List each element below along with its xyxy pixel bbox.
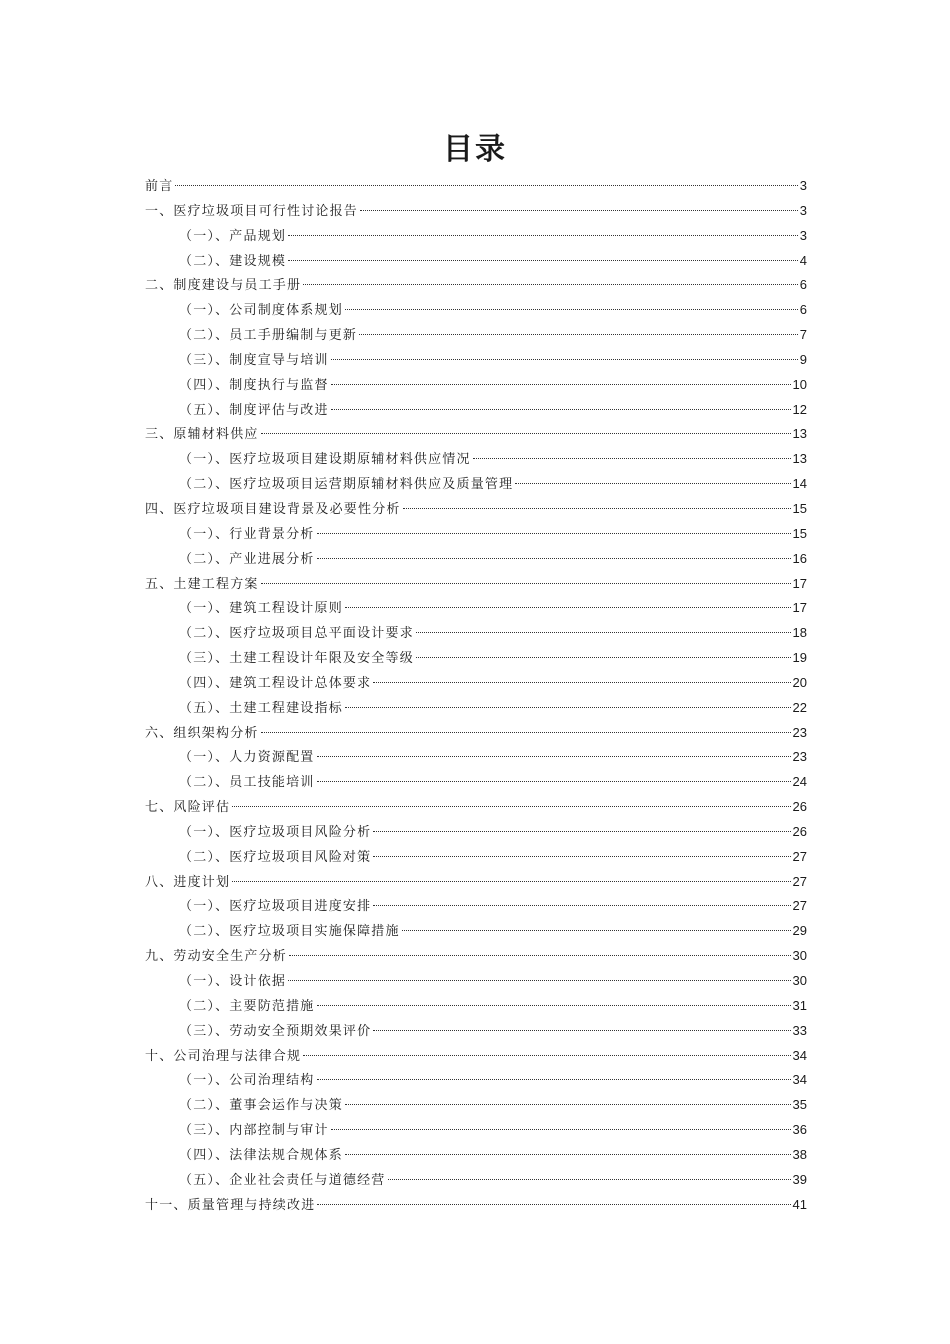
toc-dot-leader [345, 1154, 791, 1155]
toc-entry-label: （二）、董事会运作与决策 [179, 1098, 343, 1114]
toc-entry-page-number: 24 [792, 774, 807, 790]
toc-entry[interactable] [145, 770, 807, 795]
toc-entry-label: （一）、人力资源配置 [179, 750, 315, 766]
toc-entry[interactable] [145, 422, 807, 447]
toc-dot-leader [261, 732, 791, 733]
toc-entry-label: 六、组织架构分析 [145, 725, 259, 741]
toc-entry-label: （四）、建筑工程设计总体要求 [179, 675, 372, 691]
toc-entry-label: （二）、医疗垃圾项目风险对策 [179, 849, 372, 865]
toc-entry[interactable] [145, 398, 807, 423]
toc-entry-page-number: 15 [792, 500, 807, 516]
toc-entry-label: 八、进度计划 [145, 874, 231, 890]
toc-dot-leader [345, 309, 798, 310]
toc-entry[interactable] [145, 249, 807, 274]
toc-entry-label: （五）、企业社会责任与道德经营 [179, 1172, 386, 1188]
toc-dot-leader [373, 905, 790, 906]
toc-entry-page-number: 3 [799, 178, 807, 193]
toc-entry-page-number: 18 [792, 625, 807, 641]
toc-entry-label: （三）、土建工程设计年限及安全等级 [179, 651, 414, 667]
toc-entry-page-number: 26 [792, 823, 807, 839]
toc-entry[interactable] [145, 572, 807, 597]
toc-entry-page-number: 10 [792, 376, 807, 392]
toc-dot-leader [473, 458, 791, 459]
toc-dot-leader [416, 632, 791, 633]
toc-dot-leader [303, 284, 798, 285]
table-of-contents [145, 174, 807, 1217]
toc-entry-page-number: 34 [792, 1072, 807, 1088]
toc-entry-label: 三、原辅材料供应 [145, 427, 259, 443]
toc-entry-page-number: 13 [792, 426, 807, 442]
toc-entry[interactable] [145, 696, 807, 721]
toc-dot-leader [288, 980, 790, 981]
toc-entry-label: （一）、医疗垃圾项目进度安排 [179, 899, 372, 915]
toc-entry-label: （一）、医疗垃圾项目建设期原辅材料供应情况 [179, 452, 471, 468]
toc-entry-label: （一）、建筑工程设计原则 [179, 601, 343, 617]
toc-entry[interactable] [145, 994, 807, 1019]
toc-entry[interactable] [145, 671, 807, 696]
toc-entry[interactable] [145, 745, 807, 770]
toc-dot-leader [288, 260, 798, 261]
toc-entry[interactable] [145, 596, 807, 621]
toc-entry-label: （四）、法律法规合规体系 [179, 1147, 343, 1163]
toc-entry-page-number: 27 [792, 873, 807, 889]
toc-entry-page-number: 17 [792, 575, 807, 591]
toc-entry-label: 前言 [145, 179, 174, 194]
toc-entry-label: （二）、医疗垃圾项目总平面设计要求 [179, 626, 414, 642]
toc-entry[interactable] [145, 969, 807, 994]
toc-entry-label: （二）、医疗垃圾项目实施保障措施 [179, 924, 400, 940]
toc-entry-label: （四）、制度执行与监督 [179, 377, 329, 393]
toc-entry-label: （一）、设计依据 [179, 974, 287, 989]
toc-entry-label: （二）、建设规模 [179, 253, 287, 269]
toc-dot-leader [261, 433, 791, 434]
toc-entry-label: 二、制度建设与员工手册 [145, 278, 302, 294]
toc-entry-label: （一）、行业背景分析 [179, 526, 315, 542]
toc-entry-label: 七、风险评估 [145, 800, 231, 816]
toc-entry-page-number: 7 [799, 327, 807, 343]
toc-entry[interactable] [145, 522, 807, 547]
toc-dot-leader [345, 1104, 791, 1105]
toc-dot-leader [515, 483, 790, 484]
toc-entry[interactable] [145, 174, 807, 199]
toc-dot-leader [317, 1204, 790, 1205]
toc-entry-page-number: 20 [792, 674, 807, 690]
toc-entry-label: 十一、质量管理与持续改进 [145, 1197, 316, 1213]
toc-entry-page-number: 27 [792, 898, 807, 914]
toc-entry-label: 十、公司治理与法律合规 [145, 1048, 302, 1064]
toc-dot-leader [331, 409, 791, 410]
toc-entry[interactable] [145, 497, 807, 522]
toc-dot-leader [373, 856, 790, 857]
toc-dot-leader [232, 806, 790, 807]
toc-dot-leader [175, 185, 797, 186]
toc-entry-label: （一）、产品规划 [179, 228, 287, 244]
toc-dot-leader [345, 607, 791, 608]
toc-entry-page-number: 15 [792, 525, 807, 541]
toc-entry-label: （三）、制度宣导与培训 [179, 352, 329, 368]
toc-entry[interactable] [145, 348, 807, 373]
toc-dot-leader [317, 1079, 791, 1080]
toc-entry[interactable] [145, 1093, 807, 1118]
toc-entry[interactable] [145, 646, 807, 671]
toc-entry[interactable] [145, 919, 807, 944]
toc-dot-leader [317, 533, 791, 534]
toc-entry-page-number: 31 [792, 997, 807, 1013]
toc-entry-label: （二）、员工技能培训 [179, 775, 315, 791]
toc-dot-leader [317, 1005, 791, 1006]
toc-entry-page-number: 12 [792, 401, 807, 417]
toc-entry-page-number: 35 [792, 1097, 807, 1113]
toc-entry[interactable] [145, 1168, 807, 1193]
toc-entry-page-number: 38 [792, 1146, 807, 1162]
toc-dot-leader [261, 583, 791, 584]
toc-entry-label: 一、医疗垃圾项目可行性讨论报告 [145, 203, 359, 219]
toc-entry[interactable] [145, 820, 807, 845]
toc-entry[interactable] [145, 1044, 807, 1069]
toc-dot-leader [317, 558, 791, 559]
toc-entry-page-number: 39 [792, 1171, 807, 1187]
toc-entry[interactable] [145, 1143, 807, 1168]
toc-entry-page-number: 6 [799, 302, 807, 318]
toc-entry[interactable] [145, 944, 807, 969]
toc-dot-leader [288, 235, 798, 236]
toc-entry-label: （三）、劳动安全预期效果评价 [179, 1023, 372, 1039]
toc-entry-page-number: 9 [799, 351, 807, 367]
toc-entry-label: （二）、产业进展分析 [179, 551, 315, 567]
toc-entry[interactable] [145, 1193, 807, 1218]
toc-dot-leader [331, 384, 791, 385]
toc-entry-page-number: 3 [799, 202, 807, 218]
toc-entry-label: （五）、土建工程建设指标 [179, 700, 343, 716]
toc-dot-leader [317, 756, 791, 757]
toc-dot-leader [402, 930, 791, 931]
toc-entry[interactable] [145, 845, 807, 870]
toc-entry-label: （二）、主要防范措施 [179, 998, 315, 1014]
toc-entry[interactable] [145, 894, 807, 919]
toc-entry[interactable] [145, 472, 807, 497]
toc-dot-leader [331, 1129, 791, 1130]
toc-entry-label: （一）、公司制度体系规划 [179, 303, 343, 319]
toc-entry[interactable] [145, 547, 807, 572]
toc-entry[interactable] [145, 323, 807, 348]
toc-entry-label: （二）、医疗垃圾项目运营期原辅材料供应及质量管理 [179, 477, 514, 493]
toc-entry-label: 四、医疗垃圾项目建设背景及必要性分析 [145, 501, 401, 517]
toc-entry-page-number: 27 [792, 848, 807, 864]
toc-dot-leader [373, 682, 790, 683]
toc-entry-page-number: 22 [792, 699, 807, 715]
toc-entry-page-number: 36 [792, 1122, 807, 1138]
toc-dot-leader [289, 955, 791, 956]
toc-entry-page-number: 16 [792, 550, 807, 566]
toc-entry[interactable] [145, 224, 807, 249]
toc-entry-label: （二）、员工手册编制与更新 [179, 328, 358, 344]
toc-dot-leader [416, 657, 791, 658]
toc-dot-leader [331, 359, 798, 360]
toc-entry[interactable] [145, 1068, 807, 1093]
toc-entry-label: 五、土建工程方案 [145, 576, 259, 592]
toc-entry[interactable] [145, 373, 807, 398]
toc-entry[interactable] [145, 621, 807, 646]
toc-entry-page-number: 23 [792, 724, 807, 740]
toc-entry-page-number: 34 [792, 1047, 807, 1063]
toc-dot-leader [303, 1055, 790, 1056]
toc-entry-page-number: 30 [792, 948, 807, 964]
toc-entry-page-number: 17 [792, 600, 807, 616]
toc-entry[interactable] [145, 721, 807, 746]
toc-entry-page-number: 6 [799, 277, 807, 293]
toc-entry-page-number: 29 [792, 923, 807, 939]
toc-entry-page-number: 41 [792, 1196, 807, 1212]
toc-dot-leader [359, 334, 798, 335]
toc-entry[interactable] [145, 298, 807, 323]
toc-dot-leader [388, 1179, 791, 1180]
page-title: 目录 [443, 132, 507, 167]
toc-entry-label: 九、劳动安全生产分析 [145, 949, 288, 965]
toc-dot-leader [232, 881, 790, 882]
toc-dot-leader [360, 210, 798, 211]
toc-entry-page-number: 23 [792, 749, 807, 765]
toc-dot-leader [317, 781, 791, 782]
toc-entry-label: （三）、内部控制与审计 [179, 1123, 329, 1139]
toc-entry[interactable] [145, 795, 807, 820]
toc-entry-page-number: 3 [799, 227, 807, 243]
toc-entry-label: （一）、公司治理结构 [179, 1073, 315, 1089]
toc-entry-page-number: 26 [792, 799, 807, 815]
toc-entry-page-number: 33 [792, 1022, 807, 1038]
toc-entry[interactable] [145, 273, 807, 298]
toc-entry-page-number: 4 [799, 252, 807, 268]
toc-entry[interactable] [145, 870, 807, 895]
toc-entry-label: （一）、医疗垃圾项目风险分析 [179, 824, 372, 840]
toc-entry-page-number: 19 [792, 650, 807, 666]
toc-dot-leader [373, 831, 790, 832]
toc-entry[interactable] [145, 447, 807, 472]
toc-dot-leader [403, 508, 791, 509]
toc-entry[interactable] [145, 1118, 807, 1143]
toc-entry-label: （五）、制度评估与改进 [179, 402, 329, 418]
toc-dot-leader [345, 707, 791, 708]
toc-entry[interactable] [145, 199, 807, 224]
toc-entry-page-number: 13 [792, 451, 807, 467]
toc-dot-leader [373, 1030, 790, 1031]
toc-entry-page-number: 30 [792, 973, 807, 988]
toc-entry[interactable] [145, 1019, 807, 1044]
toc-entry-page-number: 14 [792, 476, 807, 492]
